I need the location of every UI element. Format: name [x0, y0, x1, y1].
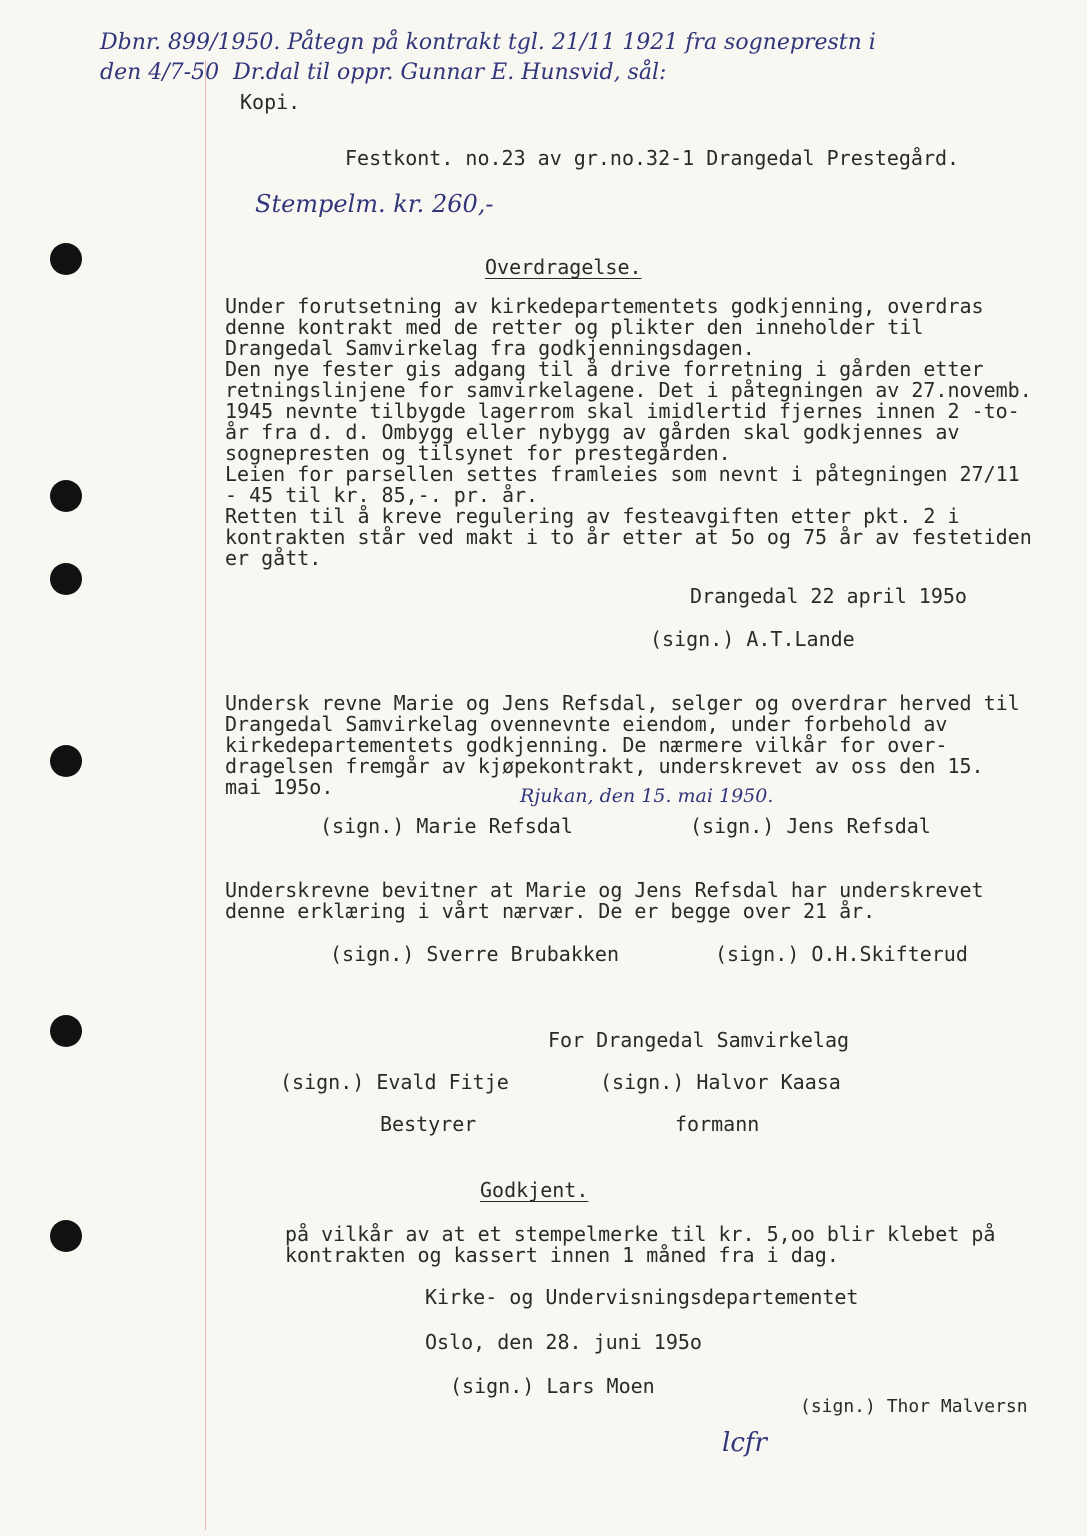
handwritten-initials: lcfr — [722, 1428, 767, 1458]
transfer-line: Drangedal Samvirkelag ovennevnte eiendom, under forbehold av — [225, 712, 948, 736]
overdragelse-line: retningslinjene for samvirkelagene. Det i påtegningen av 27.novemb. — [225, 378, 1032, 402]
punch-hole — [50, 1015, 82, 1047]
overdragelse-line: Leien for parsellen settes framleies som nevnt i påtegningen 27/11 — [225, 462, 1020, 486]
transfer-signature-right: (sign.) Jens Refsdal — [690, 814, 931, 838]
overdragelse-title: Overdragelse. — [485, 255, 642, 279]
samvirkelag-signature-right: (sign.) Halvor Kaasa — [600, 1070, 841, 1094]
witness-line: denne erklæring i vårt nærvær. De er begge over 21 år. — [225, 899, 876, 923]
transfer-signature-left: (sign.) Marie Refsdal — [320, 814, 573, 838]
godkjent-line: på vilkår av at et stempelmerke til kr. 5,oo blir klebet på — [285, 1222, 996, 1246]
witness-body — [225, 880, 984, 922]
transfer-line: Undersk revne Marie og Jens Refsdal, selger og overdrar herved til — [225, 691, 1020, 715]
samvirkelag-role-left: Bestyrer — [380, 1112, 477, 1136]
godkjent-line: kontrakten og kassert innen 1 måned fra i dag. — [285, 1243, 839, 1267]
godkjent-department: Kirke- og Undervisningsdepartementet — [425, 1285, 859, 1309]
godkjent-body — [285, 1224, 995, 1266]
overdragelse-line: er gått. — [225, 546, 322, 570]
overdragelse-line: kontrakten står ved makt i to år etter at 5o og 75 år av festetiden — [225, 525, 1032, 549]
punch-hole — [50, 243, 82, 275]
copy-label: Kopi. — [240, 90, 301, 114]
overdragelse-line: Under forutsetning av kirkedepartementets godkjenning, overdras — [225, 294, 984, 318]
overdragelse-line: Drangedal Samvirkelag fra godkjenningsdagen. — [225, 336, 755, 360]
overdragelse-line: denne kontrakt med de retter og plikter den inneholder til — [225, 315, 924, 339]
stamp-note: Stempelm. kr. 260,- — [255, 190, 494, 218]
samvirkelag-heading: For Drangedal Samvirkelag — [548, 1028, 850, 1052]
overdragelse-body — [225, 296, 1032, 569]
transfer-line: kirkedepartementets godkjenning. De nærmere vilkår for over- — [225, 733, 948, 757]
punch-hole — [50, 745, 82, 777]
samvirkelag-role-right: formann — [675, 1112, 760, 1136]
transfer-body — [225, 693, 1020, 798]
witness-signature-left: (sign.) Sverre Brubakken — [330, 942, 619, 966]
punch-hole — [50, 480, 82, 512]
overdragelse-line: Den nye fester gis adgang til å drive forretning i gården etter — [225, 357, 984, 381]
godkjent-place-date: Oslo, den 28. juni 195o — [425, 1330, 702, 1354]
witness-line: Underskrevne bevitner at Marie og Jens Refsdal har underskrevet — [225, 878, 984, 902]
contract-heading: Festkont. no.23 av gr.no.32-1 Drangedal Prestegård. — [345, 146, 960, 170]
handwritten-header-line-2: den 4/7-50 Dr.dal til oppr. Gunnar E. Hunsvid, sål: — [100, 60, 667, 85]
overdragelse-line: - 45 til kr. 85,-. pr. år. — [225, 483, 539, 507]
transfer-line: dragelsen fremgår av kjøpekontrakt, underskrevet av oss den 15. — [225, 754, 984, 778]
overdragelse-line: sognepresten og tilsynet for prestegården. — [225, 441, 731, 465]
overdragelse-place-date: Drangedal 22 april 195o — [690, 584, 967, 608]
punch-hole — [50, 563, 82, 595]
handwritten-place-date: Rjukan, den 15. mai 1950. — [520, 785, 774, 807]
handwritten-header-line-1: Dbnr. 899/1950. Påtegn på kontrakt tgl. 21/11 1921 fra sogneprestn i — [100, 30, 876, 55]
godkjent-title: Godkjent. — [480, 1178, 589, 1202]
samvirkelag-signature-left: (sign.) Evald Fitje — [280, 1070, 509, 1094]
punch-hole — [50, 1220, 82, 1252]
overdragelse-line: år fra d. d. Ombygg eller nybygg av gården skal godkjennes av — [225, 420, 960, 444]
godkjent-signature-right: (sign.) Thor Malversn — [800, 1396, 1028, 1417]
overdragelse-line: 1945 nevnte tilbygde lagerrom skal imidlertid fjernes innen 2 -to- — [225, 399, 1020, 423]
witness-signature-right: (sign.) O.H.Skifterud — [715, 942, 968, 966]
overdragelse-signature: (sign.) A.T.Lande — [650, 627, 855, 651]
overdragelse-line: Retten til å kreve regulering av festeavgiften etter pkt. 2 i — [225, 504, 960, 528]
transfer-line: mai 195o. — [225, 775, 334, 799]
godkjent-signature-left: (sign.) Lars Moen — [450, 1374, 655, 1398]
margin-line — [205, 60, 206, 1530]
